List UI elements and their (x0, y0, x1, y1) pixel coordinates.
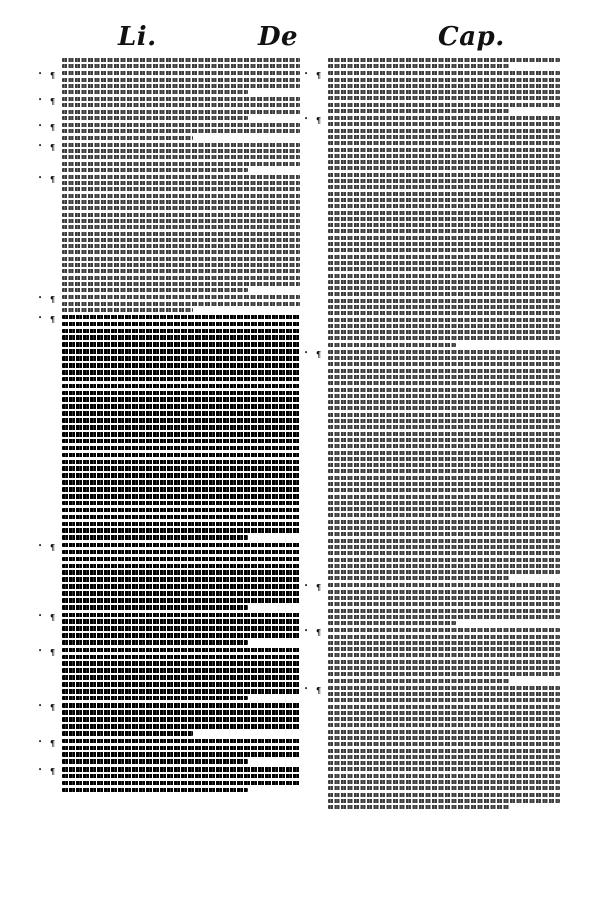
text-line (328, 621, 456, 625)
paragraph (38, 611, 300, 645)
text-line (328, 513, 560, 517)
margin-mark: • (38, 141, 43, 150)
text-line (328, 672, 560, 676)
text-line (328, 185, 560, 189)
text-line (62, 90, 248, 94)
margin-mark: • (38, 122, 43, 131)
text-line (328, 362, 560, 366)
text-line (62, 781, 300, 786)
text-line (328, 609, 560, 613)
text-line (62, 103, 300, 107)
text-line (328, 192, 560, 196)
paragraph (304, 348, 560, 581)
text-line (328, 647, 560, 651)
text-line (328, 749, 560, 753)
text-line (328, 463, 560, 467)
margin-mark: • (38, 737, 43, 746)
text-line (328, 501, 560, 505)
text-line (62, 288, 248, 292)
text-line (328, 64, 509, 68)
text-line (62, 648, 300, 653)
text-line (328, 173, 560, 177)
text-line (328, 723, 560, 727)
text-line (62, 494, 300, 499)
text-line (328, 160, 560, 164)
text-line (62, 724, 300, 729)
text-line (62, 550, 300, 555)
text-line (328, 742, 560, 746)
text-line (62, 377, 300, 382)
text-line (328, 305, 560, 309)
text-line (328, 58, 560, 62)
text-line (328, 730, 560, 734)
text-line (62, 432, 300, 437)
text-line (62, 136, 193, 140)
text-line (62, 155, 300, 159)
paragraph (304, 70, 560, 113)
paragraph-mark-icon: ¶ (50, 541, 56, 552)
text-line (328, 84, 560, 88)
text-line (328, 71, 560, 75)
text-line (328, 590, 560, 594)
text-line (328, 419, 560, 423)
text-line (328, 400, 560, 404)
text-line (328, 805, 509, 809)
text-line (62, 752, 300, 757)
text-line (328, 628, 560, 632)
text-line (328, 109, 509, 113)
text-line (328, 532, 560, 536)
text-line (62, 232, 300, 236)
text-line (62, 522, 300, 527)
text-line (328, 343, 456, 347)
text-line (62, 466, 300, 471)
paragraph (38, 294, 300, 312)
text-line (328, 596, 560, 600)
text-line (328, 223, 560, 227)
text-line (62, 788, 248, 793)
margin-mark: • (38, 173, 43, 182)
text-line (62, 439, 300, 444)
text-line (62, 129, 300, 133)
paragraph-mark-icon: ¶ (50, 96, 56, 107)
text-line (328, 166, 560, 170)
text-line (62, 384, 300, 389)
text-line (328, 198, 560, 202)
margin-mark: • (304, 582, 309, 591)
text-line (62, 487, 300, 492)
text-line (328, 236, 560, 240)
text-line (328, 717, 560, 721)
running-head-cap: Cap. (438, 22, 505, 52)
paragraph (38, 141, 300, 172)
text-line (62, 584, 300, 589)
text-line (328, 406, 560, 410)
paragraph (304, 684, 560, 810)
margin-mark: • (304, 348, 309, 357)
text-line (328, 558, 560, 562)
text-line (62, 528, 300, 533)
text-line (62, 473, 300, 478)
text-line (62, 397, 300, 402)
margin-mark: • (304, 115, 309, 124)
text-line (62, 213, 300, 217)
text-line (328, 90, 560, 94)
text-line (328, 204, 560, 208)
margin-mark: • (38, 96, 43, 105)
text-line (328, 679, 509, 683)
paragraph-mark-icon: ¶ (50, 737, 56, 748)
text-line (328, 576, 509, 580)
text-line (328, 116, 560, 120)
text-line (62, 349, 300, 354)
text-line (62, 162, 300, 166)
text-line (328, 570, 560, 574)
text-line (62, 58, 300, 62)
paragraph-mark-icon: ¶ (50, 765, 56, 776)
text-line (62, 322, 300, 327)
text-line (62, 257, 300, 261)
text-line (62, 143, 300, 147)
text-line (62, 391, 300, 396)
text-line (328, 526, 560, 530)
text-line (62, 187, 300, 191)
text-line (62, 675, 300, 680)
text-line (328, 457, 560, 461)
text-line (62, 342, 300, 347)
text-line (328, 482, 560, 486)
paragraph-mark-icon: ¶ (316, 70, 322, 81)
text-line (328, 767, 560, 771)
text-line (328, 122, 560, 126)
text-line (328, 564, 560, 568)
text-line (328, 369, 560, 373)
text-line (328, 356, 560, 360)
text-line (62, 302, 300, 306)
text-line (62, 655, 300, 660)
margin-mark: • (38, 541, 43, 550)
margin-mark: • (38, 294, 43, 303)
text-line (328, 229, 560, 233)
paragraph (304, 115, 560, 347)
text-line (328, 755, 560, 759)
text-line (328, 520, 560, 524)
text-line (62, 453, 300, 458)
text-line (328, 495, 560, 499)
text-line (62, 168, 248, 172)
text-line (62, 404, 300, 409)
text-line (62, 759, 248, 764)
text-line (328, 761, 560, 765)
text-line (62, 480, 300, 485)
text-line (328, 211, 560, 215)
text-line (62, 263, 300, 267)
margin-mark: • (38, 765, 43, 774)
text-line (62, 501, 300, 506)
paragraph-mark-icon: ¶ (316, 582, 322, 593)
text-line (62, 661, 300, 666)
text-line (62, 446, 300, 451)
margin-mark: • (38, 646, 43, 655)
text-line (62, 200, 300, 204)
text-line (328, 336, 560, 340)
text-line (62, 767, 300, 772)
paragraph-mark-icon: ¶ (50, 702, 56, 713)
text-line (62, 731, 193, 736)
text-line (328, 545, 560, 549)
text-line (62, 682, 300, 687)
text-line (62, 668, 300, 673)
text-line (328, 292, 560, 296)
text-line (62, 626, 300, 631)
text-line (62, 411, 300, 416)
text-line (328, 653, 560, 657)
paragraph-mark-icon: ¶ (316, 684, 322, 695)
text-line (62, 219, 300, 223)
text-line (328, 324, 560, 328)
margin-mark: • (38, 702, 43, 711)
text-line (328, 179, 560, 183)
text-line (328, 635, 560, 639)
text-line (62, 619, 300, 624)
text-line (328, 469, 560, 473)
text-line (62, 78, 300, 82)
paragraph (318, 58, 560, 68)
text-line (328, 780, 560, 784)
paragraph-mark-icon: ¶ (50, 313, 56, 324)
text-line (62, 613, 300, 618)
margin-mark: • (38, 611, 43, 620)
text-line (328, 799, 560, 803)
text-line (62, 577, 300, 582)
text-line (328, 698, 560, 702)
text-line (62, 543, 300, 548)
paragraph-mark-icon: ¶ (316, 115, 322, 126)
text-line (62, 194, 300, 198)
text-line (62, 508, 300, 513)
text-line (62, 315, 300, 320)
text-line (62, 564, 300, 569)
paragraph-mark-icon: ¶ (50, 122, 56, 133)
text-line (328, 286, 560, 290)
text-line (62, 116, 248, 120)
text-line (328, 705, 560, 709)
text-line (328, 148, 560, 152)
text-line (62, 356, 300, 361)
text-line (328, 381, 560, 385)
text-line (328, 311, 560, 315)
margin-mark: • (38, 313, 43, 322)
text-line (328, 451, 560, 455)
text-line (62, 110, 300, 114)
text-line (328, 736, 560, 740)
paragraph-mark-icon: ¶ (50, 611, 56, 622)
margin-mark: • (304, 627, 309, 636)
text-line (62, 250, 300, 254)
text-line (328, 583, 560, 587)
text-line (62, 97, 300, 101)
text-line (328, 666, 560, 670)
paragraph (52, 58, 300, 68)
text-line (62, 425, 300, 430)
text-line (328, 318, 560, 322)
text-line (62, 244, 300, 248)
text-line (328, 129, 560, 133)
text-line (328, 425, 560, 429)
text-line (328, 432, 560, 436)
paragraph (38, 173, 300, 292)
text-line (328, 96, 560, 100)
text-line (328, 274, 560, 278)
margin-mark: • (304, 70, 309, 79)
paragraph (304, 582, 560, 625)
text-line (328, 660, 560, 664)
paragraph-mark-icon: ¶ (50, 294, 56, 305)
text-line (328, 267, 560, 271)
text-line (328, 217, 560, 221)
paragraph-mark-icon: ¶ (316, 627, 322, 638)
text-line (328, 280, 560, 284)
text-line (328, 135, 560, 139)
text-line (62, 605, 248, 610)
text-line (328, 78, 560, 82)
text-line (328, 261, 560, 265)
text-line (62, 418, 300, 423)
text-line (328, 641, 560, 645)
right-text-column (304, 58, 560, 812)
running-head-de: De (258, 22, 299, 52)
text-line (328, 394, 560, 398)
paragraph (38, 122, 300, 140)
text-line (62, 175, 300, 179)
text-line (328, 692, 560, 696)
text-line (328, 539, 560, 543)
paragraph (38, 737, 300, 764)
text-line (328, 551, 560, 555)
paragraph (38, 96, 300, 120)
text-line (328, 444, 560, 448)
text-line (328, 438, 560, 442)
text-line (62, 598, 300, 603)
text-line (328, 488, 560, 492)
paragraph-mark-icon: ¶ (50, 70, 56, 81)
text-line (62, 295, 300, 299)
text-line (328, 330, 560, 334)
text-line (328, 476, 560, 480)
text-line (62, 269, 300, 273)
text-line (328, 507, 560, 511)
paragraph-mark-icon: ¶ (50, 173, 56, 184)
text-line (328, 711, 560, 715)
text-line (328, 141, 560, 145)
text-line (62, 123, 300, 127)
text-line (62, 370, 300, 375)
text-line (62, 591, 300, 596)
text-line (62, 206, 300, 210)
text-line (328, 242, 560, 246)
paragraph-mark-icon: ¶ (50, 646, 56, 657)
text-line (328, 786, 560, 790)
text-line (328, 602, 560, 606)
text-line (62, 703, 300, 708)
text-line (62, 84, 300, 88)
text-line (62, 696, 248, 701)
paragraph-mark-icon: ¶ (50, 141, 56, 152)
text-line (328, 615, 560, 619)
text-line (328, 388, 560, 392)
paragraph (38, 313, 300, 540)
text-line (328, 299, 560, 303)
paragraph (38, 541, 300, 610)
text-line (62, 282, 300, 286)
text-line (62, 238, 300, 242)
text-line (62, 225, 300, 229)
paragraph (38, 70, 300, 94)
text-line (62, 557, 300, 562)
text-line (62, 335, 300, 340)
text-line (62, 633, 300, 638)
text-line (328, 103, 560, 107)
paragraph (304, 627, 560, 682)
left-text-column (38, 58, 300, 795)
text-line (62, 717, 300, 722)
text-line (328, 774, 560, 778)
text-line (62, 276, 300, 280)
text-line (62, 746, 300, 751)
text-line (328, 375, 560, 379)
margin-mark: • (38, 70, 43, 79)
paragraph (38, 702, 300, 735)
running-head-liber: Li. (118, 22, 157, 52)
text-line (328, 248, 560, 252)
text-line (62, 149, 300, 153)
text-line (62, 363, 300, 368)
paragraph-mark-icon: ¶ (316, 348, 322, 359)
text-line (328, 350, 560, 354)
paragraph (38, 646, 300, 701)
text-line (328, 154, 560, 158)
margin-mark: • (304, 684, 309, 693)
text-line (62, 329, 300, 334)
text-line (328, 793, 560, 797)
text-line (62, 739, 300, 744)
text-line (62, 460, 300, 465)
text-line (62, 308, 193, 312)
text-line (62, 181, 300, 185)
text-line (62, 570, 300, 575)
text-line (62, 710, 300, 715)
text-line (62, 774, 300, 779)
text-line (62, 515, 300, 520)
text-line (62, 689, 300, 694)
text-line (62, 71, 300, 75)
text-line (328, 413, 560, 417)
text-line (328, 686, 560, 690)
text-line (62, 64, 300, 68)
paragraph (38, 765, 300, 792)
text-line (328, 255, 560, 259)
text-line (62, 535, 248, 540)
text-line (62, 640, 248, 645)
